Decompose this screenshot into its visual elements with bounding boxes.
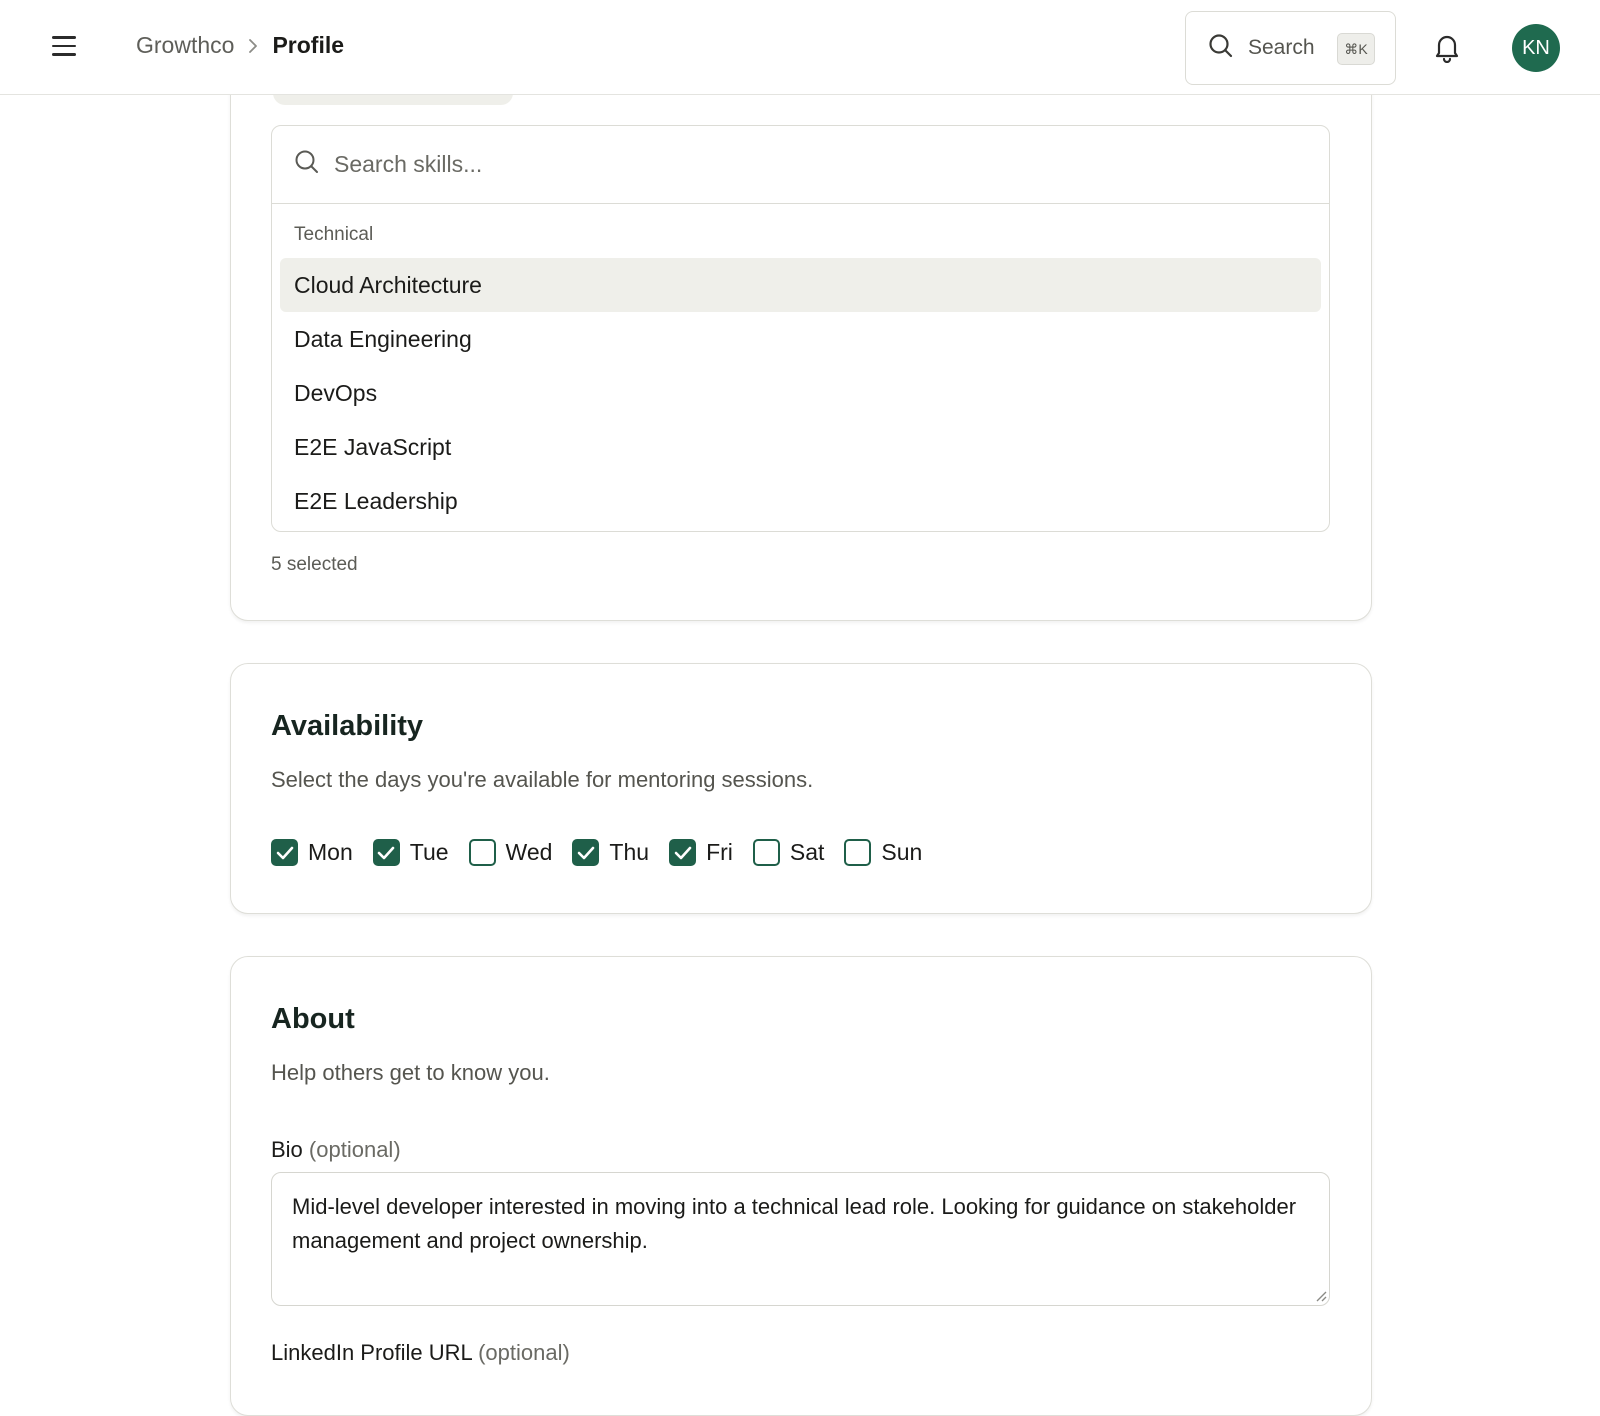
bell-icon[interactable] — [1433, 33, 1461, 68]
search-icon — [1208, 33, 1234, 64]
availability-description: Select the days you're available for mentoring sessions. — [271, 767, 814, 792]
top-bar — [0, 0, 1600, 95]
chevron-right-icon — [246, 38, 260, 54]
keyboard-shortcut-badge: ⌘K — [1337, 33, 1375, 65]
day-wed[interactable] — [469, 839, 553, 866]
day-sun[interactable] — [844, 839, 922, 866]
selected-count: 5 selected — [271, 554, 358, 575]
skills-card — [230, 40, 1372, 621]
checkbox[interactable] — [469, 839, 496, 866]
optional-hint: (optional) — [478, 1340, 570, 1365]
day-label: Sun — [881, 839, 923, 865]
availability-title: Availability — [271, 710, 424, 742]
day-mon[interactable] — [271, 839, 353, 866]
checkbox[interactable] — [271, 839, 298, 866]
checkbox[interactable] — [753, 839, 780, 866]
about-description: Help others get to know you. — [271, 1060, 550, 1085]
menu-icon[interactable] — [52, 36, 76, 58]
global-search-button[interactable] — [1185, 11, 1396, 85]
about-card — [230, 956, 1372, 1416]
bio-textarea[interactable] — [271, 1172, 1330, 1306]
day-label: Wed — [505, 839, 553, 865]
skills-search-bar — [272, 126, 1329, 204]
day-label: Sat — [789, 839, 825, 865]
day-label: Mon — [308, 839, 353, 865]
skill-option[interactable]: E2E Leadership — [294, 487, 458, 514]
skill-option[interactable]: Cloud Architecture — [280, 258, 1321, 312]
skill-option[interactable]: E2E JavaScript — [294, 433, 452, 460]
day-label: Tue — [409, 839, 449, 865]
bio-label — [271, 1137, 401, 1163]
search-label: Search — [1248, 36, 1315, 59]
search-icon — [294, 149, 320, 180]
skill-option[interactable]: Data Engineering — [294, 325, 472, 352]
day-fri[interactable] — [669, 839, 733, 866]
day-thu[interactable] — [572, 839, 649, 866]
about-title: About — [271, 1003, 355, 1035]
skill-option[interactable]: DevOps — [294, 379, 378, 406]
checkbox[interactable] — [572, 839, 599, 866]
breadcrumb-root-link[interactable]: Growthco — [136, 32, 235, 58]
resize-handle-icon[interactable] — [1315, 1290, 1327, 1302]
checkbox[interactable] — [844, 839, 871, 866]
day-sat[interactable] — [753, 839, 825, 866]
skills-search-input[interactable] — [334, 151, 1234, 178]
optional-hint: (optional) — [308, 1137, 401, 1162]
checkbox[interactable] — [669, 839, 696, 866]
day-label: Fri — [706, 839, 733, 865]
availability-card — [230, 663, 1372, 914]
avatar[interactable]: KN — [1512, 24, 1560, 72]
linkedin-label-text: LinkedIn Profile URL — [271, 1340, 472, 1365]
breadcrumb-current: Profile — [272, 32, 345, 58]
day-tue[interactable] — [373, 839, 449, 866]
skills-combobox — [271, 125, 1330, 532]
skills-group-label: Technical — [294, 224, 374, 245]
day-checkbox-group — [271, 839, 942, 866]
day-label: Thu — [609, 839, 650, 865]
checkbox[interactable] — [373, 839, 400, 866]
breadcrumb — [136, 32, 344, 59]
linkedin-label — [271, 1340, 570, 1366]
bio-label-text: Bio — [271, 1137, 303, 1162]
